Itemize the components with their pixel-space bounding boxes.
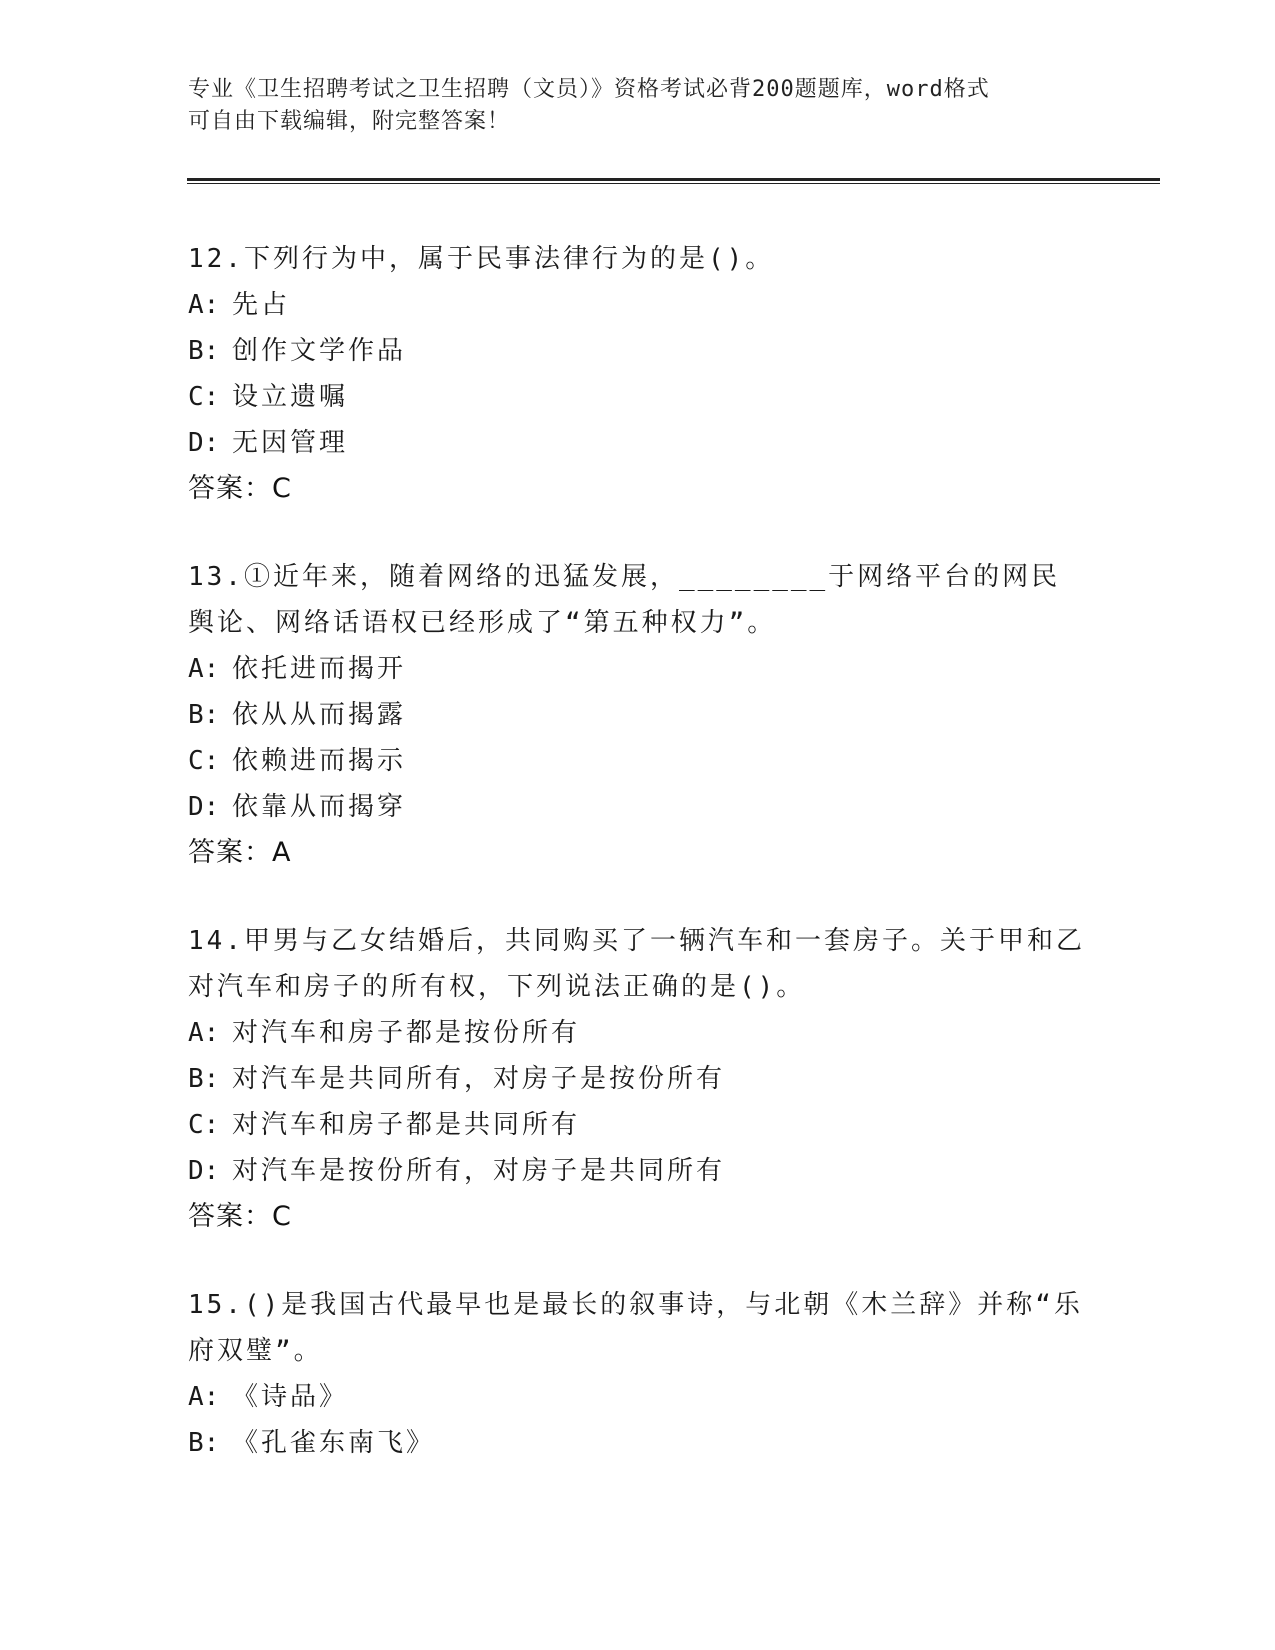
option-text: 《诗品》 [232,1382,349,1412]
option-text: 《孔雀东南飞》 [232,1428,436,1458]
option-b [188,692,1088,738]
option-key: B: [188,336,220,366]
option-c [188,738,1088,784]
option-c [188,374,1088,420]
header-divider-thick [187,178,1160,181]
option-text: 依赖进而揭示 [232,746,407,776]
option-text: 依从从而揭露 [232,700,407,730]
option-d [188,784,1088,830]
header-line-2: 可自由下载编辑，附完整答案！ [188,109,511,134]
option-c [188,1102,1088,1148]
question-13 [188,554,1088,876]
question-stem: 15.()是我国古代最早也是最长的叙事诗，与北朝《木兰辞》并称“乐府双璧”。 [188,1290,1083,1366]
question-stem: 12.下列行为中，属于民事法律行为的是()。 [188,244,775,274]
option-text: 创作文学作品 [232,336,407,366]
option-text: 对汽车是按份所有，对房子是共同所有 [232,1156,726,1186]
header-divider-thin [187,183,1160,184]
document-header [188,74,1088,138]
answer-line: 答案：A [188,837,292,868]
option-key: A: [188,290,220,320]
question-12 [188,236,1088,512]
option-b [188,1056,1088,1102]
option-d [188,1148,1088,1194]
option-d [188,420,1088,466]
option-a [188,646,1088,692]
option-key: A: [188,654,220,684]
option-key: B: [188,1428,220,1458]
question-stem: 14.甲男与乙女结婚后，共同购买了一辆汽车和一套房子。关于甲和乙对汽车和房子的所有权，下列说法正确的是()。 [188,926,1085,1002]
option-b [188,1420,1088,1466]
option-key: A: [188,1018,220,1048]
option-key: B: [188,700,220,730]
option-key: A: [188,1382,220,1412]
question-14 [188,918,1088,1240]
option-text: 依靠从而揭穿 [232,792,407,822]
option-key: B: [188,1064,220,1094]
option-key: C: [188,1110,220,1140]
answer-line: 答案：C [188,1201,292,1232]
question-15 [188,1282,1088,1466]
header-line-1: 专业《卫生招聘考试之卫生招聘（文员）》资格考试必背200题题库，word格式 [188,77,990,102]
option-key: D: [188,1156,220,1186]
option-text: 依托进而揭开 [232,654,407,684]
question-list [188,236,1088,1508]
option-b [188,328,1088,374]
option-a [188,1010,1088,1056]
question-stem: 13.①近年来，随着网络的迅猛发展，________于网络平台的网民舆论、网络话语权已经形成了“第五种权力”。 [188,562,1061,638]
option-a [188,1374,1088,1420]
option-key: D: [188,792,220,822]
option-a [188,282,1088,328]
option-text: 对汽车是共同所有，对房子是按份所有 [232,1064,726,1094]
answer-line: 答案：C [188,473,292,504]
option-key: C: [188,382,220,412]
option-key: C: [188,746,220,776]
option-text: 对汽车和房子都是按份所有 [232,1018,581,1048]
option-text: 对汽车和房子都是共同所有 [232,1110,581,1140]
option-text: 设立遗嘱 [232,382,349,412]
option-key: D: [188,428,220,458]
option-text: 无因管理 [232,428,349,458]
option-text: 先占 [232,290,291,320]
